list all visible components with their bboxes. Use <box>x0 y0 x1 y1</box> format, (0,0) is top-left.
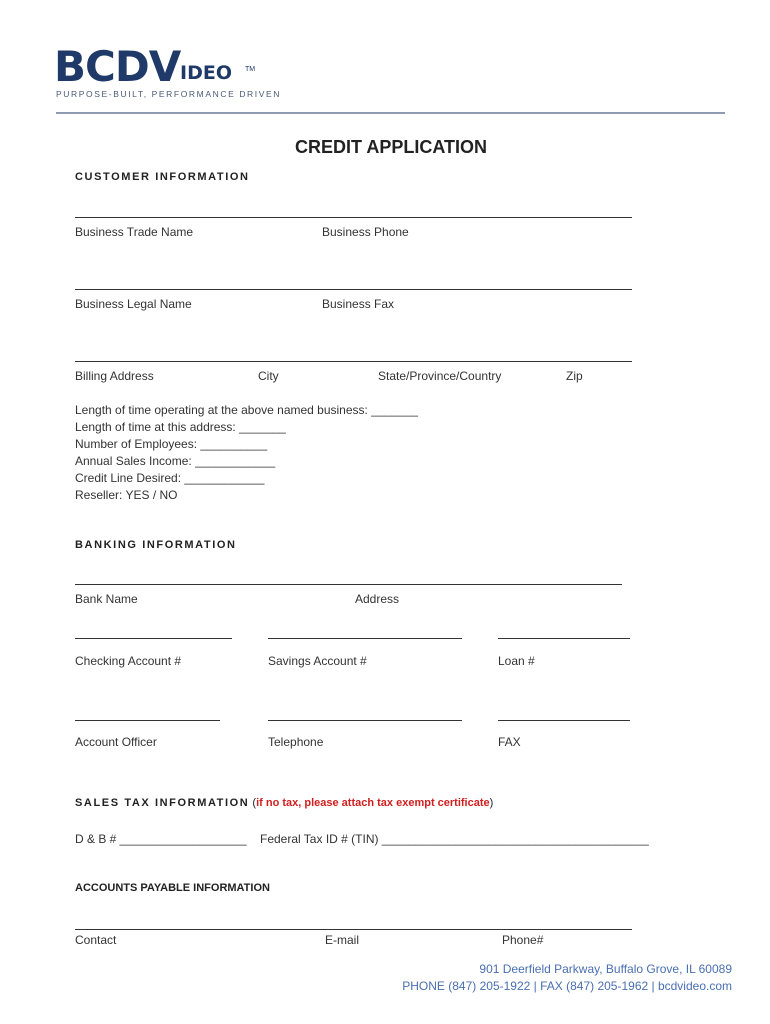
banking-info-heading: BANKING INFORMATION <box>75 539 237 551</box>
city-label: City <box>258 369 279 383</box>
checking-line[interactable] <box>75 638 232 639</box>
sales-tax-heading-row <box>75 797 493 809</box>
ap-phone-label: Phone# <box>502 933 544 947</box>
business-phone-label: Business Phone <box>322 225 409 239</box>
trade-name-line[interactable] <box>75 217 632 218</box>
checking-label: Checking Account # <box>75 654 182 668</box>
footer-contact: PHONE (847) 205-1922 | FAX (847) 205-1962 | bcdvideo.com <box>402 979 732 993</box>
federal-tax-id-field[interactable]: Federal Tax ID # (TIN) ________________________________________ <box>260 832 649 846</box>
detail-time-operating: Length of time operating at the above named business: _______ <box>75 403 418 417</box>
accounts-payable-line[interactable] <box>75 929 632 930</box>
ap-contact-label: Contact <box>75 933 117 947</box>
logo-trademark: TM <box>245 66 256 73</box>
detail-employees: Number of Employees: __________ <box>75 437 268 451</box>
sales-tax-close-paren: ) <box>489 797 494 809</box>
loan-label: Loan # <box>498 654 535 668</box>
tagline: PURPOSE-BUILT, PERFORMANCE DRIVEN <box>56 89 282 99</box>
bank-name-label: Bank Name <box>75 592 138 606</box>
logo-wordmark: BCDV <box>54 42 181 91</box>
detail-reseller: Reseller: YES / NO <box>75 488 178 502</box>
sales-tax-note: if no tax, please attach tax exempt certificate <box>256 797 490 809</box>
accounts-payable-heading: ACCOUNTS PAYABLE INFORMATION <box>75 882 270 894</box>
trade-name-label: Business Trade Name <box>75 225 194 239</box>
ap-email-label: E-mail <box>325 933 360 947</box>
bank-telephone-label: Telephone <box>268 735 324 749</box>
state-label: State/Province/Country <box>378 369 502 383</box>
dandb-field[interactable]: D & B # ___________________ <box>75 832 247 846</box>
bank-fax-line[interactable] <box>498 720 630 721</box>
savings-label: Savings Account # <box>268 654 367 668</box>
page-title: CREDIT APPLICATION <box>295 137 487 157</box>
savings-line[interactable] <box>268 638 462 639</box>
bank-fax-label: FAX <box>498 735 521 749</box>
bank-telephone-line[interactable] <box>268 720 462 721</box>
legal-name-label: Business Legal Name <box>75 297 192 311</box>
detail-time-at-address: Length of time at this address: _______ <box>75 420 286 434</box>
business-fax-label: Business Fax <box>322 297 395 311</box>
detail-credit-line: Credit Line Desired: ____________ <box>75 471 265 485</box>
header-divider <box>56 112 725 114</box>
footer-address: 901 Deerfield Parkway, Buffalo Grove, IL 60089 <box>479 962 732 976</box>
sales-tax-heading: SALES TAX INFORMATION <box>75 797 250 809</box>
loan-line[interactable] <box>498 638 630 639</box>
billing-address-label: Billing Address <box>75 369 154 383</box>
officer-label: Account Officer <box>75 735 157 749</box>
sales-tax-open-paren: ( <box>249 797 257 809</box>
billing-address-line[interactable] <box>75 361 632 362</box>
logo-video-text: IDEO <box>180 62 232 84</box>
zip-label: Zip <box>566 369 583 383</box>
bank-address-label: Address <box>355 592 400 606</box>
legal-name-line[interactable] <box>75 289 632 290</box>
officer-line[interactable] <box>75 720 220 721</box>
detail-annual-sales: Annual Sales Income: ____________ <box>75 454 276 468</box>
customer-info-heading: CUSTOMER INFORMATION <box>75 171 250 183</box>
customer-details <box>75 402 418 504</box>
bank-name-line[interactable] <box>75 584 622 585</box>
